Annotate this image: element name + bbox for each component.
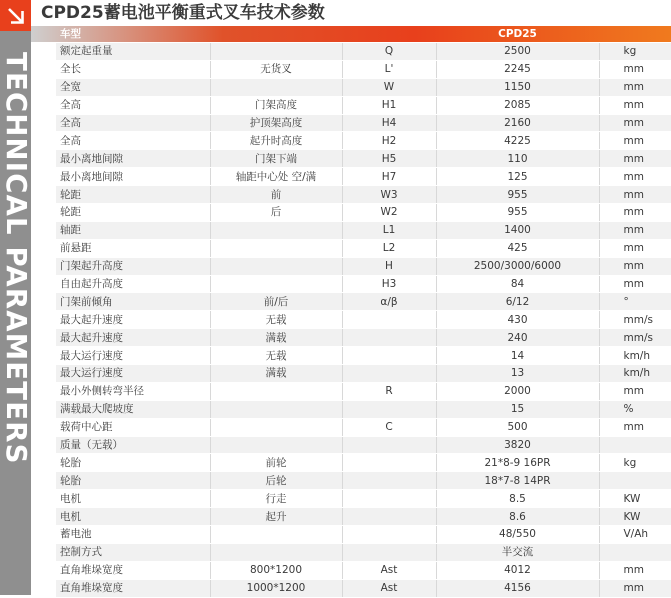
table-row [56, 436, 671, 454]
spec-table [56, 26, 671, 598]
table-cell: 955 [436, 204, 599, 222]
table-row [56, 543, 671, 561]
table-cell: 13 [436, 365, 599, 383]
table-row [56, 347, 671, 365]
table-row [56, 508, 671, 526]
table-cell: mm/s [599, 311, 671, 329]
table-cell: α/β [342, 293, 436, 311]
table-cell: 门架下端 [210, 150, 342, 168]
table-cell: L' [342, 60, 436, 78]
table-row [56, 60, 671, 78]
table-row [56, 186, 671, 204]
table-cell: 蓄电池 [56, 526, 210, 544]
table-cell: C [342, 418, 436, 436]
side-banner [0, 0, 31, 595]
table-cell [599, 436, 671, 454]
table-row [56, 293, 671, 311]
table-cell: 满载 [210, 365, 342, 383]
table-cell: H7 [342, 168, 436, 186]
page-title: CPD25蓄电池平衡重式叉车技术参数 [41, 3, 325, 23]
table-cell: 自由起升高度 [56, 275, 210, 293]
table-cell: 行走 [210, 490, 342, 508]
table-cell: 轮距 [56, 186, 210, 204]
table-cell: 430 [436, 311, 599, 329]
table-cell: 1000*1200 [210, 579, 342, 597]
table-cell: 质量（无载） [56, 436, 210, 454]
table-cell: 8.6 [436, 508, 599, 526]
table-cell: KW [599, 490, 671, 508]
table-row [56, 418, 671, 436]
table-cell: 前悬距 [56, 239, 210, 257]
table-cell: mm [599, 418, 671, 436]
table-row [56, 526, 671, 544]
table-cell: mm [599, 204, 671, 222]
table-cell: 18*7-8 14PR [436, 472, 599, 490]
header-cell: 车型 [56, 26, 210, 43]
table-row [56, 472, 671, 490]
table-cell [210, 436, 342, 454]
table-cell: mm [599, 561, 671, 579]
table-cell: 最小离地间隙 [56, 168, 210, 186]
table-row [56, 490, 671, 508]
table-cell: 满载最大爬坡度 [56, 400, 210, 418]
table-row [56, 311, 671, 329]
table-cell: mm/s [599, 329, 671, 347]
table-cell: 门架前倾角 [56, 293, 210, 311]
table-cell [342, 347, 436, 365]
table-cell: mm [599, 96, 671, 114]
table-cell: R [342, 382, 436, 400]
table-row [56, 204, 671, 222]
table-cell [210, 221, 342, 239]
table-cell: 48/550 [436, 526, 599, 544]
table-cell: 轮距 [56, 204, 210, 222]
table-cell: % [599, 400, 671, 418]
table-cell: 15 [436, 400, 599, 418]
table-cell: 4156 [436, 579, 599, 597]
table-cell: 最大起升速度 [56, 329, 210, 347]
table-cell: 前 [210, 186, 342, 204]
table-cell: 2160 [436, 114, 599, 132]
table-cell: 最大运行速度 [56, 365, 210, 383]
table-cell: 955 [436, 186, 599, 204]
table-cell: mm [599, 78, 671, 96]
table-cell: H [342, 257, 436, 275]
table-cell: 满载 [210, 329, 342, 347]
table-cell [342, 365, 436, 383]
table-cell: W3 [342, 186, 436, 204]
table-cell: 直角堆垛宽度 [56, 579, 210, 597]
table-cell: mm [599, 257, 671, 275]
table-cell: 最小外侧转弯半径 [56, 382, 210, 400]
table-cell: 1150 [436, 78, 599, 96]
table-cell: ° [599, 293, 671, 311]
table-row [56, 168, 671, 186]
table-cell [210, 239, 342, 257]
table-cell: 125 [436, 168, 599, 186]
table-cell: 4225 [436, 132, 599, 150]
table-cell: 护顶架高度 [210, 114, 342, 132]
table-cell: 前轮 [210, 454, 342, 472]
table-cell [599, 543, 671, 561]
table-cell: Q [342, 43, 436, 61]
table-cell: km/h [599, 365, 671, 383]
table-cell: 控制方式 [56, 543, 210, 561]
table-cell [210, 78, 342, 96]
table-cell: KW [599, 508, 671, 526]
table-cell: 2500/3000/6000 [436, 257, 599, 275]
table-cell: V/Ah [599, 526, 671, 544]
table-cell: 门架高度 [210, 96, 342, 114]
table-cell: W [342, 78, 436, 96]
table-cell [210, 400, 342, 418]
table-row [56, 114, 671, 132]
table-cell: 全宽 [56, 78, 210, 96]
table-cell: 最大运行速度 [56, 347, 210, 365]
table-cell: mm [599, 168, 671, 186]
table-cell: L1 [342, 221, 436, 239]
arrow-icon [0, 0, 31, 31]
table-cell: kg [599, 454, 671, 472]
table-cell: 3820 [436, 436, 599, 454]
table-cell: 800*1200 [210, 561, 342, 579]
table-cell: 425 [436, 239, 599, 257]
table-cell: 6/12 [436, 293, 599, 311]
table-cell: 起升时高度 [210, 132, 342, 150]
table-cell [210, 543, 342, 561]
table-cell: 额定起重量 [56, 43, 210, 61]
table-cell [342, 543, 436, 561]
table-cell [210, 275, 342, 293]
table-cell: mm [599, 275, 671, 293]
table-cell: mm [599, 239, 671, 257]
table-cell: km/h [599, 347, 671, 365]
table-cell: mm [599, 186, 671, 204]
table-cell: 轴距 [56, 221, 210, 239]
table-cell [210, 382, 342, 400]
table-row [56, 221, 671, 239]
table-cell: 后 [210, 204, 342, 222]
table-cell: 电机 [56, 508, 210, 526]
table-cell [210, 43, 342, 61]
table-cell: mm [599, 221, 671, 239]
table-cell: mm [599, 132, 671, 150]
table-row [56, 561, 671, 579]
table-row [56, 454, 671, 472]
table-cell: 110 [436, 150, 599, 168]
table-cell [342, 472, 436, 490]
table-cell: 轮胎 [56, 472, 210, 490]
table-cell: W2 [342, 204, 436, 222]
table-row [56, 96, 671, 114]
table-cell: mm [599, 114, 671, 132]
table-cell [342, 508, 436, 526]
table-cell: H1 [342, 96, 436, 114]
table-cell: H5 [342, 150, 436, 168]
table-cell: 最小离地间隙 [56, 150, 210, 168]
table-row [56, 132, 671, 150]
table-cell: H2 [342, 132, 436, 150]
table-row [56, 150, 671, 168]
table-cell: 全高 [56, 132, 210, 150]
table-cell: 21*8-9 16PR [436, 454, 599, 472]
table-cell: 全高 [56, 96, 210, 114]
header-cell [599, 26, 671, 43]
table-cell: 起升 [210, 508, 342, 526]
table-cell: 2000 [436, 382, 599, 400]
table-cell: 8.5 [436, 490, 599, 508]
table-cell: 载荷中心距 [56, 418, 210, 436]
table-row [56, 78, 671, 96]
table-cell: 240 [436, 329, 599, 347]
table-row [56, 365, 671, 383]
table-cell: mm [599, 382, 671, 400]
table-cell: 1400 [436, 221, 599, 239]
table-cell: 前/后 [210, 293, 342, 311]
table-cell [342, 436, 436, 454]
table-cell: 轴距中心处 空/满 [210, 168, 342, 186]
table-cell: kg [599, 43, 671, 61]
table-row [56, 275, 671, 293]
table-cell: 轮胎 [56, 454, 210, 472]
table-cell: 半交流 [436, 543, 599, 561]
table-cell: Ast [342, 561, 436, 579]
table-cell: 直角堆垛宽度 [56, 561, 210, 579]
table-cell [210, 418, 342, 436]
table-cell: 最大起升速度 [56, 311, 210, 329]
table-cell [342, 329, 436, 347]
table-row [56, 579, 671, 597]
table-cell: mm [599, 579, 671, 597]
table-cell: H4 [342, 114, 436, 132]
table-cell [342, 454, 436, 472]
table-header-row [56, 26, 671, 43]
table-cell: 门架起升高度 [56, 257, 210, 275]
table-cell: 全高 [56, 114, 210, 132]
table-cell [210, 257, 342, 275]
table-cell: 500 [436, 418, 599, 436]
table-cell: 电机 [56, 490, 210, 508]
table-cell: mm [599, 60, 671, 78]
table-cell [342, 311, 436, 329]
table-row [56, 382, 671, 400]
table-cell: 无货叉 [210, 60, 342, 78]
table-cell: 无载 [210, 311, 342, 329]
side-label: TECHNICAL PARAMETERS [0, 52, 32, 465]
header-cell [210, 26, 342, 43]
table-cell: Ast [342, 579, 436, 597]
table-cell [599, 472, 671, 490]
table-row [56, 239, 671, 257]
table-cell: 全长 [56, 60, 210, 78]
table-cell: mm [599, 150, 671, 168]
table-cell: 2500 [436, 43, 599, 61]
table-cell [342, 490, 436, 508]
table-cell: 后轮 [210, 472, 342, 490]
table-row [56, 257, 671, 275]
table-row [56, 400, 671, 418]
table-cell: 无载 [210, 347, 342, 365]
table-cell: 2085 [436, 96, 599, 114]
table-cell: 14 [436, 347, 599, 365]
table-row [56, 329, 671, 347]
table-cell: H3 [342, 275, 436, 293]
table-cell: 4012 [436, 561, 599, 579]
table-cell: 2245 [436, 60, 599, 78]
table-row [56, 43, 671, 61]
header-cell: CPD25 [436, 26, 599, 43]
table-cell [342, 400, 436, 418]
table-cell: L2 [342, 239, 436, 257]
table-cell [342, 526, 436, 544]
table-cell [210, 526, 342, 544]
header-cell [342, 26, 436, 43]
table-cell: 84 [436, 275, 599, 293]
